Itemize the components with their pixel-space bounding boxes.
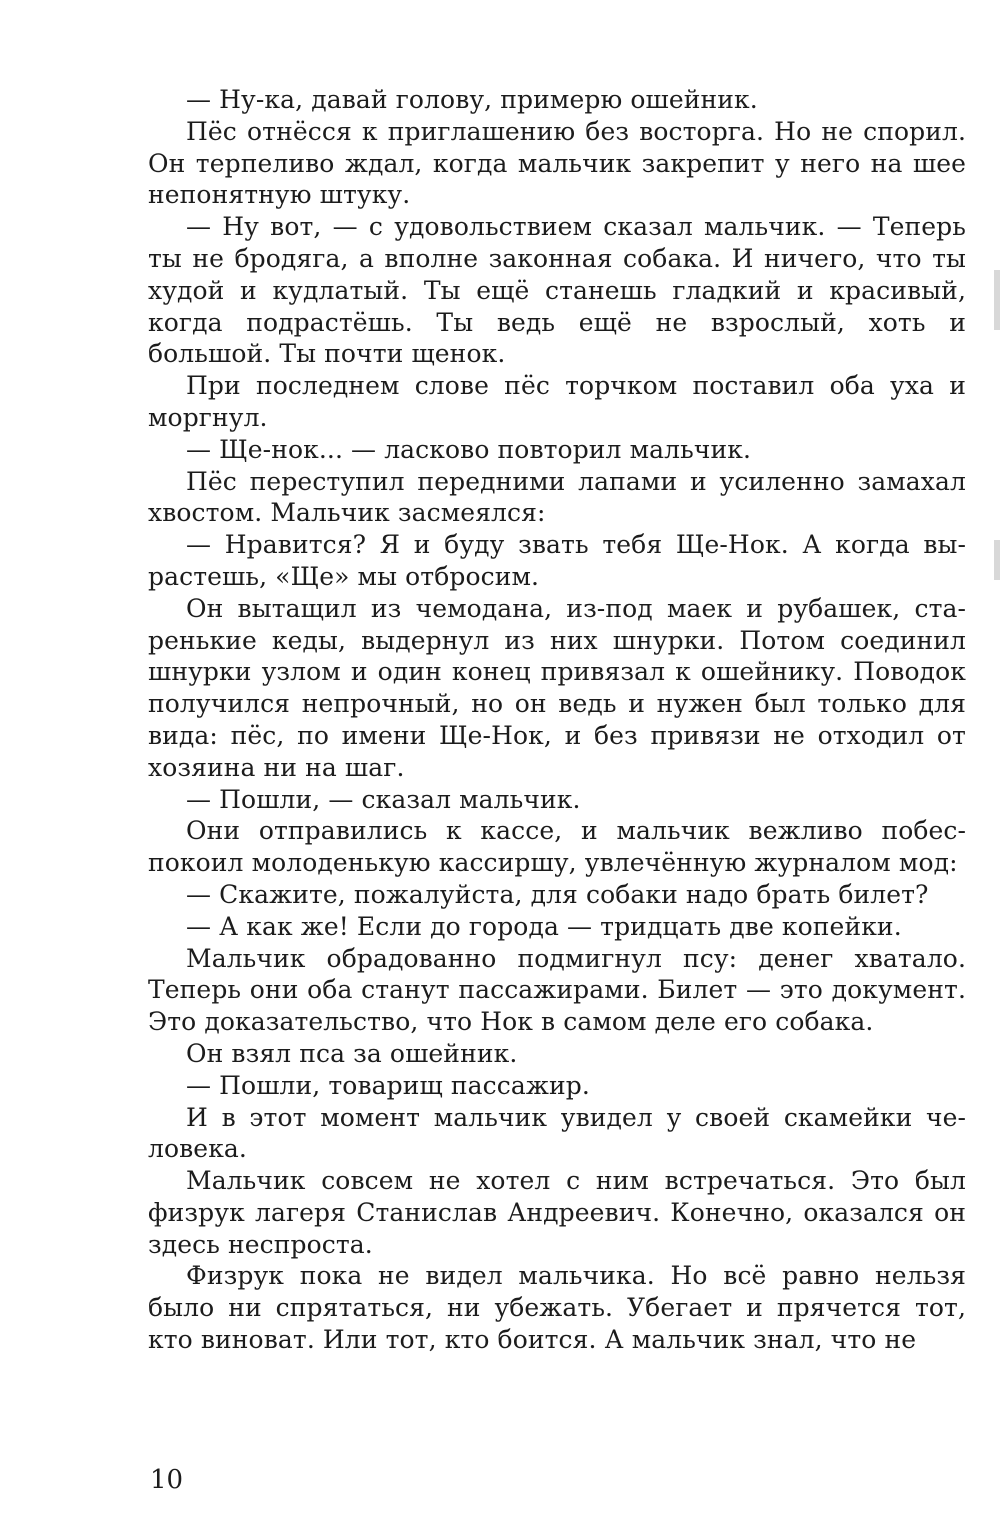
paragraph: — Ну-ка, давай голову, примерю ошейник. [186, 85, 758, 114]
paragraph: Пёс переступил передними лапами и усиленно замахал хвостом. Мальчик засмеялся: [148, 466, 966, 528]
paragraph: — А как же! Если до города — тридцать две копейки. [186, 911, 902, 941]
paragraph: — Пошли, товарищ пассажир. [186, 1070, 590, 1100]
page-edge-shadow [994, 270, 1000, 330]
paragraph: Он взял пса за ошейник. [186, 1038, 518, 1068]
paragraph: Мальчик обрадованно подмигнул псу: денег хватало. Теперь они оба станут пассажирами. Билет — это документ. Это доказательство, что Нок в самом деле его собака. [148, 943, 966, 1037]
paragraph: Они отправились к кассе, и мальчик вежливо побеспокоил молоденькую кассиршу, увлечённую журналом мод: [148, 816, 966, 878]
page-body-text [148, 84, 966, 1356]
paragraph: Пёс отнёсся к приглашению без восторга. Но не спорил. Он терпеливо ждал, когда мальчик закрепит у него на шее непонятную штуку. [148, 116, 966, 210]
paragraph: При последнем слове пёс торчком поставил оба уха и моргнул. [148, 371, 966, 432]
paragraph: — Ще-нок... — ласково повторил мальчик. [186, 434, 751, 464]
paragraph: Физрук пока не видел мальчика. Но всё равно нельзя было ни спрятаться, ни убежать. Убегает и прячется тот, кто виноват. Или тот, кто боится. А мальчик знал, что не [148, 1261, 966, 1355]
paragraph: Мальчик совсем не хотел с ним встречаться. Это был физрук лагеря Станислав Андреевич. Конечно, оказался он здесь неспроста. [148, 1166, 966, 1259]
paragraph: И в этот момент мальчик увидел у своей скамейки человека. [148, 1102, 966, 1164]
paragraph: — Пошли, — сказал мальчик. [186, 784, 581, 814]
paragraph: Он вытащил из чемодана, из-под маек и рубашек, старенькие кеды, выдернул из них шнурки. Потом соединил шнурки узлом и один конец привязал к ошейнику. Поводок получился непрочный, но он ведь и нужен был только для вида: пёс, по имени Ще-Нок, и без привязи не отходил от хозяина ни на шаг. [148, 593, 966, 782]
paragraph: — Нравится? Я и буду звать тебя Ще-Нок. А когда вырастешь, «Ще» мы отбросим. [148, 530, 966, 591]
paragraph: — Ну вот, — с удовольствием сказал мальчик. — Теперь ты не бродяга, а вполне законная собака. И ничего, что ты худой и кудлатый. Ты ещё станешь гладкий и красивый, когда подрастёшь. Ты ведь ещё не взрослый, хоть и большой. Ты почти щенок. [148, 212, 966, 369]
paragraph: — Скажите, пожалуйста, для собаки надо брать билет? [186, 879, 929, 909]
page-edge-shadow [994, 540, 1000, 580]
page-number: 10 [150, 1465, 184, 1495]
